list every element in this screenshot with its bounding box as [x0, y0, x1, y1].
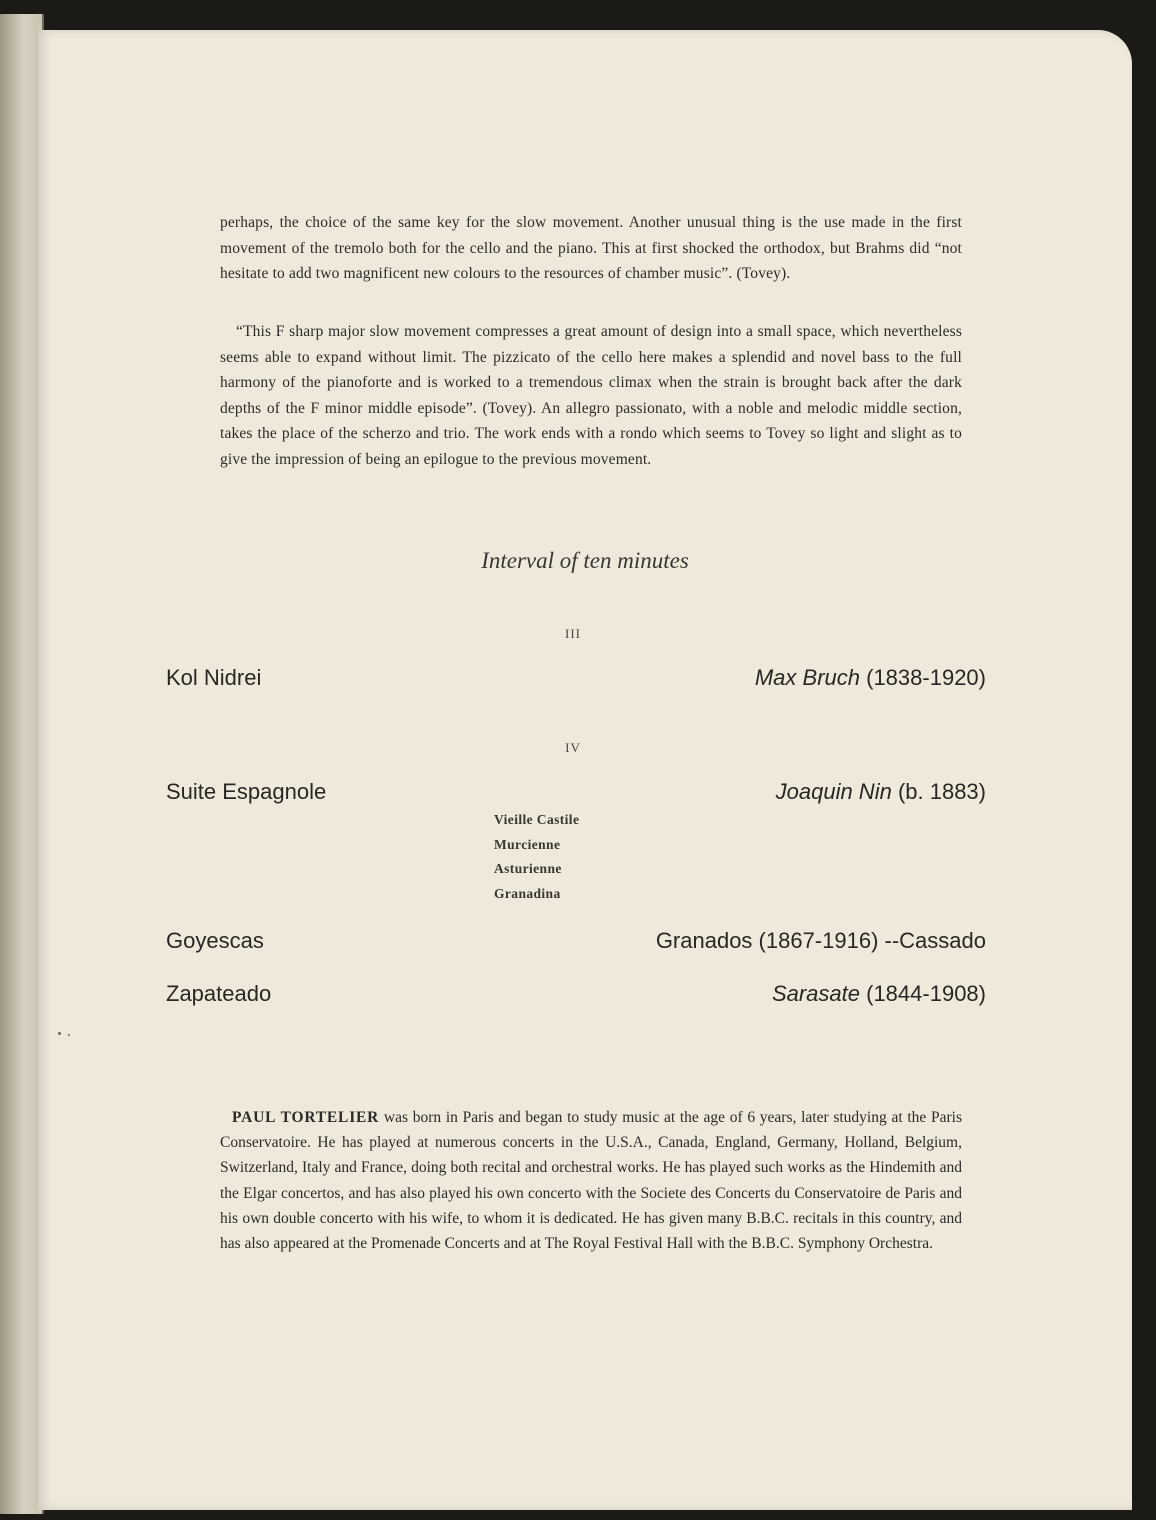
composer-granados-cassado: Granados (1867-1916) --Cassado	[655, 928, 986, 953]
composer-dates: (1838-1920)	[866, 665, 986, 690]
section-numeral-iii: III	[565, 626, 581, 641]
movement-item: Asturienne	[494, 861, 562, 876]
work-title-kol-nidrei: Kol Nidrei	[166, 665, 262, 690]
work-title-goyescas: Goyescas	[166, 928, 264, 953]
section-numeral-iv: IV	[565, 740, 581, 755]
performer-name: PAUL TORTELIER	[232, 1109, 380, 1126]
notes-paragraph-2: “This F sharp major slow movement compresses a great amount of design into a small space, which nevertheless seems able to expand without limit. The pizzicato of the cello here makes a splendid and novel bass to the full harmony of the pianoforte and is worked to a tremendous climax when the strain is brought back after the dark depths of the F minor middle episode”. (Tovey). An allegro passionato, with a noble and melodic middle section, takes the place of the scherzo and trio. The work ends with a rondo which seems to Tovey so light and slight as to give the impression of being an epilogue to the previous movement.	[220, 323, 962, 468]
notes-paragraph-1: perhaps, the choice of the same key for the slow movement. Another unusual thing is the use made in the first movement of the tremolo both for the cello and the piano. This at first shocked the orthodox, but Brahms did “not hesitate to add two magnificent new colours to the resources of chamber music”. (Tovey).	[220, 214, 962, 282]
programme-page	[38, 30, 1132, 1510]
work-title-zapateado: Zapateado	[166, 981, 272, 1006]
composer-max-bruch	[755, 665, 986, 691]
work-title-suite-espagnole: Suite Espagnole	[166, 779, 327, 804]
paper-speck	[58, 1032, 61, 1035]
biography-text: was born in Paris and began to study music at the age of 6 years, later studying at the Paris Conservatoire. He has played at numerous concerts in the U.S.A., Canada, England, Germany, Holland, Belgium, Switzerland, Italy and France, doing both recital and orchestral works. He has played such works as the Hindemith and the Elgar concertos, and has also played his own concerto with the Societe des Concerts du Conservatoire de Paris and his own double concerto with his wife, to whom it is dedicated. He has given many B.B.C. recitals in this country, and has also appeared at the Promenade Concerts and at The Royal Festival Hall with the B.B.C. Symphony Orchestra.	[220, 1109, 962, 1253]
performer-biography	[220, 1105, 962, 1256]
movement-item: Granadina	[494, 885, 561, 901]
suite-movements-list	[494, 808, 579, 906]
composer-sarasate	[772, 981, 986, 1007]
interval-heading: Interval of ten minutes	[481, 548, 689, 573]
movement-item: Vieille Castile	[494, 812, 580, 827]
composer-dates: (1844-1908)	[866, 981, 986, 1006]
composer-name: Sarasate	[771, 981, 860, 1006]
paper-speck	[68, 1034, 70, 1036]
composer-joaquin-nin	[776, 779, 986, 805]
movement-item: Murcienne	[494, 836, 561, 852]
composer-name: Joaquin Nin	[775, 779, 892, 804]
composer-name: Max Bruch	[754, 665, 860, 690]
composer-dates: (b. 1883)	[897, 779, 986, 804]
